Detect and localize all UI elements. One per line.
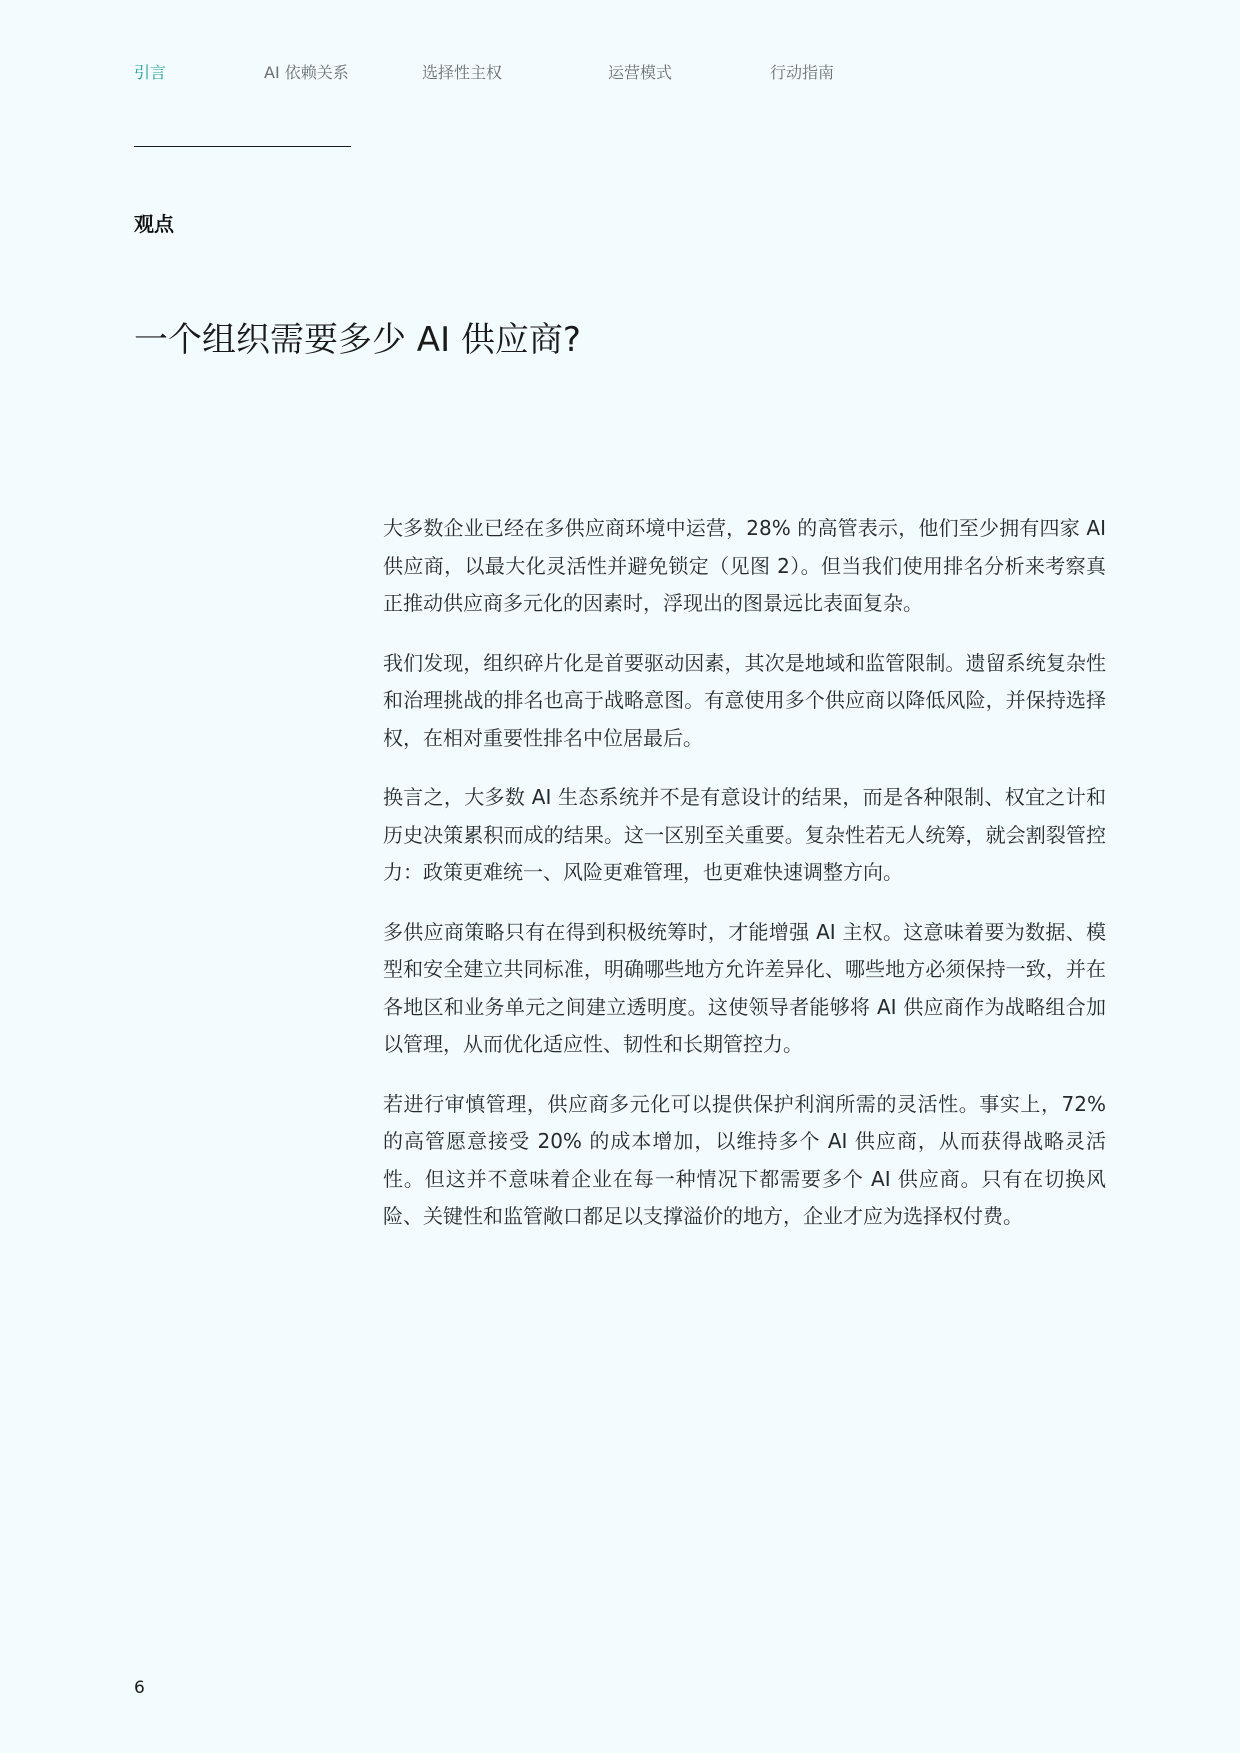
body-paragraph: 换言之，大多数 AI 生态系统并不是有意设计的结果，而是各种限制、权宜之计和历史决策累积而成的结果。这一区别至关重要。复杂性若无人统筹，就会割裂管控力：政策更难统一、风险更难管理，也更难快速调整方向。 <box>383 785 1106 884</box>
body-paragraph: 大多数企业已经在多供应商环境中运营，28% 的高管表示，他们至少拥有四家 AI 供应商，以最大化灵活性并避免锁定（见图 2）。但当我们使用排名分析来考察真正推动供应商多元化的因素时，浮现出的图景远比表面复杂。 <box>383 516 1106 615</box>
body-paragraph: 若进行审慎管理，供应商多元化可以提供保护利润所需的灵活性。事实上，72% 的高管愿意接受 20% 的成本增加，以维持多个 AI 供应商，从而获得战略灵活性。但这并不意味着企业在每一种情况下都需要多个 AI 供应商。只有在切换风险、关键性和监管敞口都足以支撑溢价的地方，企业才应为选择权付费。 <box>383 1091 1106 1228</box>
nav-divider-line <box>134 146 351 147</box>
nav-item-ai-dependency[interactable]: AI 依赖关系 <box>264 63 349 82</box>
nav-item-operating-model[interactable]: 运营模式 <box>608 63 673 82</box>
page-title: 一个组织需要多少 AI 供应商? <box>134 320 581 360</box>
page-number: 6 <box>134 1678 145 1698</box>
nav-item-action-guide[interactable]: 行动指南 <box>770 63 835 82</box>
nav-item-introduction[interactable]: 引言 <box>134 63 167 82</box>
section-label: 观点 <box>134 212 174 236</box>
body-paragraph: 多供应商策略只有在得到积极统筹时，才能增强 AI 主权。这意味着要为数据、模型和安全建立共同标准，明确哪些地方允许差异化、哪些地方必须保持一致，并在各地区和业务单元之间建立透明度。这使领导者能够将 AI 供应商作为战略组合加以管理，从而优化适应性、韧性和长期管控力。 <box>383 919 1106 1056</box>
article-body <box>383 510 1106 1258</box>
section-nav <box>134 60 1134 84</box>
nav-item-selective-sovereignty[interactable]: 选择性主权 <box>422 63 503 82</box>
body-paragraph: 我们发现，组织碎片化是首要驱动因素，其次是地域和监管限制。遗留系统复杂性和治理挑战的排名也高于战略意图。有意使用多个供应商以降低风险，并保持选择权，在相对重要性排名中位居最后。 <box>383 650 1106 750</box>
